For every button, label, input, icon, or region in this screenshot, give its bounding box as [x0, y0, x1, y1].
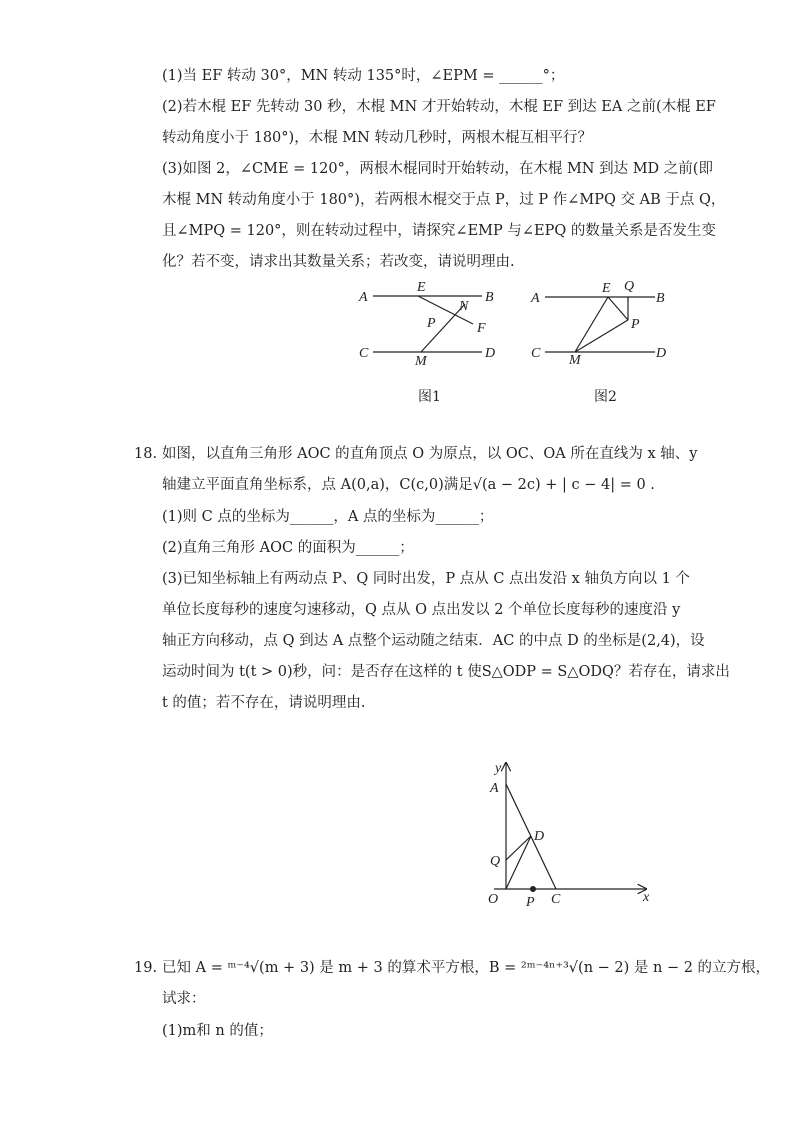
label-a: A	[531, 291, 540, 306]
q18-part3-line5: t 的值；若不存在，请说明理由.	[162, 695, 366, 711]
coordinate-figure	[476, 755, 656, 915]
label-q: Q	[624, 279, 635, 294]
q18-number: 18.	[134, 446, 158, 462]
label-e: E	[417, 280, 426, 295]
q19-line2: 试求：	[162, 991, 206, 1007]
label-o: O	[488, 892, 499, 907]
q17-part2-line2: 转动角度小于 180°)，木棍 MN 转动几秒时，两根木棍互相平行？	[162, 130, 592, 146]
figure-2	[525, 278, 675, 370]
figure-1	[355, 280, 505, 370]
q19-number: 19.	[134, 960, 158, 976]
q17-part3-line4: 化？若不变，请求出其数量关系；若改变，请说明理由.	[162, 254, 515, 270]
segment-od	[506, 836, 531, 889]
label-c: C	[531, 346, 541, 361]
label-p: P	[631, 317, 640, 332]
point-p	[530, 886, 536, 892]
label-m: M	[415, 354, 427, 369]
q18-part1: (1)则 C 点的坐标为______，A 点的坐标为______；	[162, 509, 494, 525]
segment-me	[575, 297, 608, 352]
q18-line2: 轴建立平面直角坐标系，点 A(0,a)，C(c,0)满足√(a − 2c) + | c − 4| = 0 .	[162, 477, 655, 493]
q18-part3-line3: 轴正方向移动，点 Q 到达 A 点整个运动随之结束．AC 的中点 D 的坐标是(2,4)，设	[162, 633, 705, 649]
label-c: C	[359, 346, 369, 361]
figure-2-caption: 图2	[594, 389, 617, 405]
label-a: A	[490, 781, 499, 796]
label-n: N	[459, 299, 469, 314]
q17-part1: (1)当 EF 转动 30°，MN 转动 135°时，∠EPM = ______°；	[162, 68, 565, 84]
label-m: M	[569, 353, 581, 368]
label-c: C	[551, 892, 561, 907]
q18-part3-line4: 运动时间为 t(t > 0)秒，问：是否存在这样的 t 使S△ODP = S△ODQ？若存在，请求出	[162, 664, 730, 680]
figure-1-caption: 图1	[418, 389, 441, 405]
q17-part3-line2: 木棍 MN 转动角度小于 180°)，若两根木棍交于点 P，过 P 作∠MPQ 交 AB 于点 Q，	[162, 192, 726, 208]
label-a: A	[359, 290, 368, 305]
segment-ep	[608, 297, 628, 320]
q18-part2: (2)直角三角形 AOC 的面积为______；	[162, 540, 414, 556]
q17-part3-line1: (3)如图 2，∠CME = 120°，两根木棍同时开始转动，在木棍 MN 到达 MD 之前(即	[162, 161, 713, 177]
label-y: y	[495, 761, 502, 776]
label-d: D	[656, 346, 667, 361]
label-p: P	[427, 316, 436, 331]
q17-part3-line3: 且∠MPQ = 120°，则在转动过程中，请探究∠EMP 与∠EPQ 的数量关系是否发生变	[162, 223, 716, 239]
q19-part1: (1)m和 n 的值；	[162, 1023, 273, 1039]
label-d: D	[485, 346, 496, 361]
q18-line1: 如图，以直角三角形 AOC 的直角顶点 O 为原点，以 OC、OA 所在直线为 x 轴、y	[162, 446, 698, 462]
label-b: B	[656, 291, 665, 306]
label-b: B	[485, 290, 494, 305]
segment-qd	[506, 836, 531, 860]
q17-part2-line1: (2)若木棍 EF 先转动 30 秒，木棍 MN 才开始转动，木棍 EF 到达 EA 之前(木棍 EF	[162, 99, 716, 115]
label-d: D	[534, 829, 545, 844]
label-p: P	[526, 895, 535, 910]
segment-mp	[575, 320, 628, 352]
q18-part3-line2: 单位长度每秒的速度匀速移动，Q 点从 O 点出发以 2 个单位长度每秒的速度沿 y	[162, 602, 681, 618]
label-e: E	[602, 281, 611, 296]
label-q: Q	[490, 854, 501, 869]
q18-part3-line1: (3)已知坐标轴上有两动点 P、Q 同时出发，P 点从 C 点出发沿 x 轴负方向以 1 个	[162, 571, 690, 587]
label-f: F	[477, 321, 486, 336]
label-x: x	[643, 890, 650, 905]
q19-line1: 已知 A = ᵐ⁻⁴√(m + 3) 是 m + 3 的算术平方根，B = ²ᵐ⁻⁴ⁿ⁺³√(n − 2) 是 n − 2 的立方根，	[162, 960, 771, 976]
